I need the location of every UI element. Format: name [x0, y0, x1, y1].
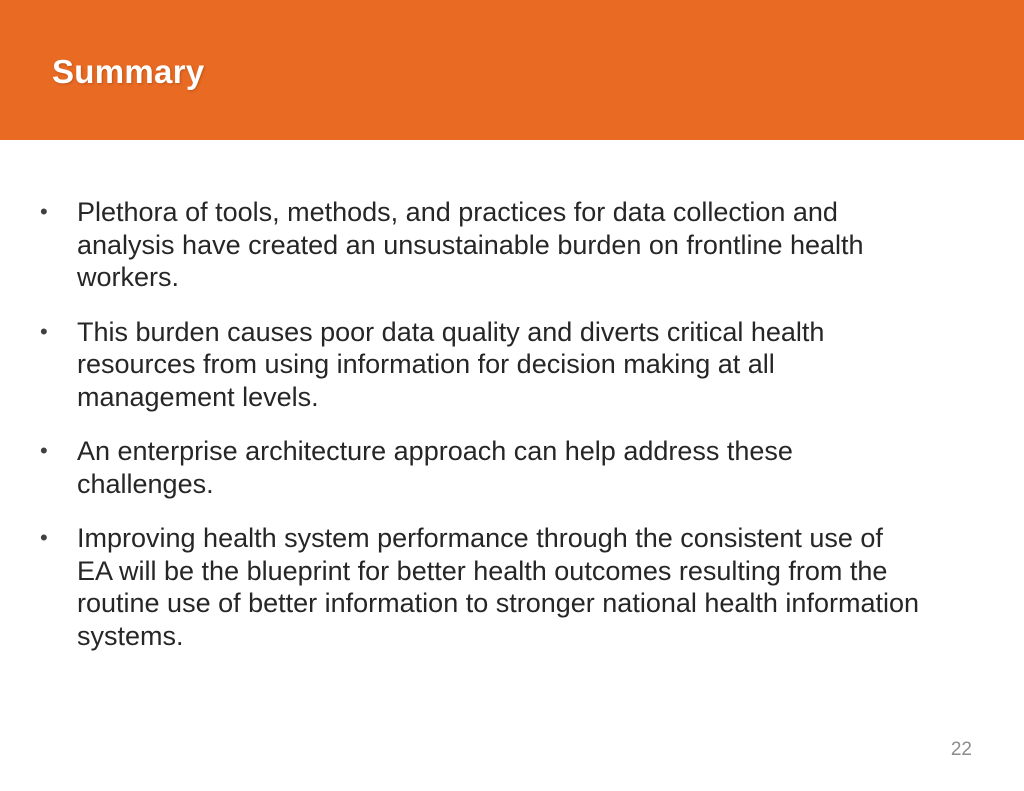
bullet-marker-icon: •: [40, 318, 48, 344]
bullet-marker-icon: •: [40, 199, 48, 224]
bullet-item: [40, 196, 920, 294]
bullet-marker-icon: •: [40, 438, 48, 463]
bullet-text: Improving health system performance through the consistent use of EA will be the blueprint for better health outcomes resulting from the routine use of better information to stronger national health information systems.: [77, 523, 919, 651]
bullet-item: [40, 435, 920, 500]
bullet-item: [40, 522, 920, 652]
bullet-text: Plethora of tools, methods, and practices for data collection and analysis have created an unsustainable burden on frontline health workers.: [77, 197, 864, 292]
bullet-text: An enterprise architecture approach can help address these challenges.: [77, 436, 793, 499]
page-number: 22: [950, 739, 972, 760]
bullet-text: This burden causes poor data quality and diverts critical health resources from using information for decision making at all management levels.: [77, 316, 825, 412]
bullet-list: [40, 196, 920, 674]
slide-header-bar: [0, 0, 1024, 140]
bullet-marker-icon: •: [40, 525, 48, 550]
slide-title: Summary: [52, 53, 205, 90]
bullet-item: [40, 316, 920, 414]
